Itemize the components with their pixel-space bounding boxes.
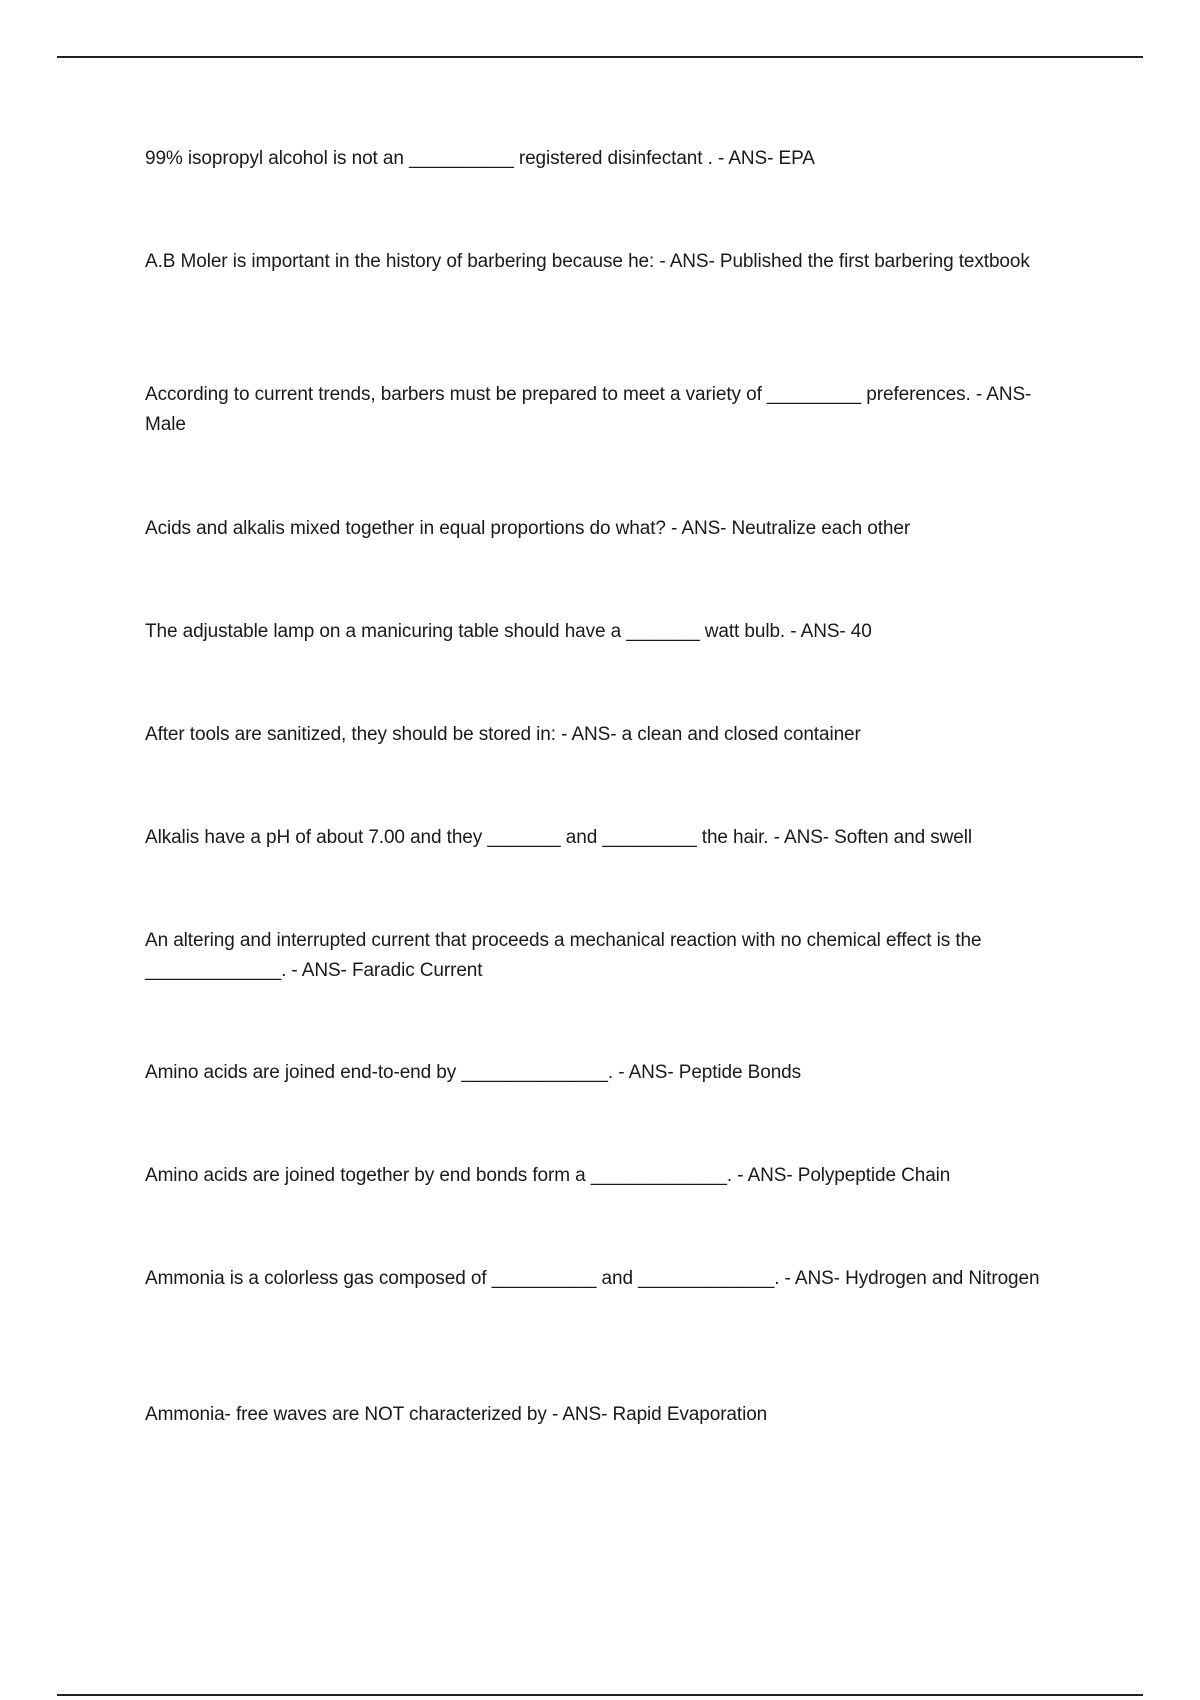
qa-item: After tools are sanitized, they should be stored in: - ANS- a clean and closed container — [145, 724, 861, 745]
qa-item: 99% isopropyl alcohol is not an __________ registered disinfectant . - ANS- EPA — [145, 148, 815, 169]
qa-item: An altering and interrupted current that proceeds a mechanical reaction with no chemical effect is the _____________. - ANS- Faradic Current — [145, 930, 982, 981]
qa-item: Amino acids are joined end-to-end by ______________. - ANS- Peptide Bonds — [145, 1062, 802, 1083]
qa-item: The adjustable lamp on a manicuring table should have a _______ watt bulb. - ANS- 40 — [145, 621, 872, 642]
qa-item: A.B Moler is important in the history of barbering because he: - ANS- Published the first barbering textbook — [145, 251, 1030, 272]
qa-item: Amino acids are joined together by end bonds form a _____________. - ANS- Polypeptide Chain — [145, 1165, 951, 1186]
footer-rule — [57, 1694, 1143, 1696]
qa-item: According to current trends, barbers must be prepared to meet a variety of _________ preferences. - ANS- Male — [145, 384, 1032, 435]
qa-item: Alkalis have a pH of about 7.00 and they _______ and _________ the hair. - ANS- Soften and swell — [145, 827, 972, 848]
qa-item: Acids and alkalis mixed together in equal proportions do what? - ANS- Neutralize each other — [145, 518, 911, 539]
qa-item: Ammonia- free waves are NOT characterized by - ANS- Rapid Evaporation — [145, 1404, 768, 1425]
qa-item: Ammonia is a colorless gas composed of __________ and _____________. - ANS- Hydrogen and Nitrogen — [145, 1268, 1040, 1289]
header-rule — [57, 56, 1143, 58]
